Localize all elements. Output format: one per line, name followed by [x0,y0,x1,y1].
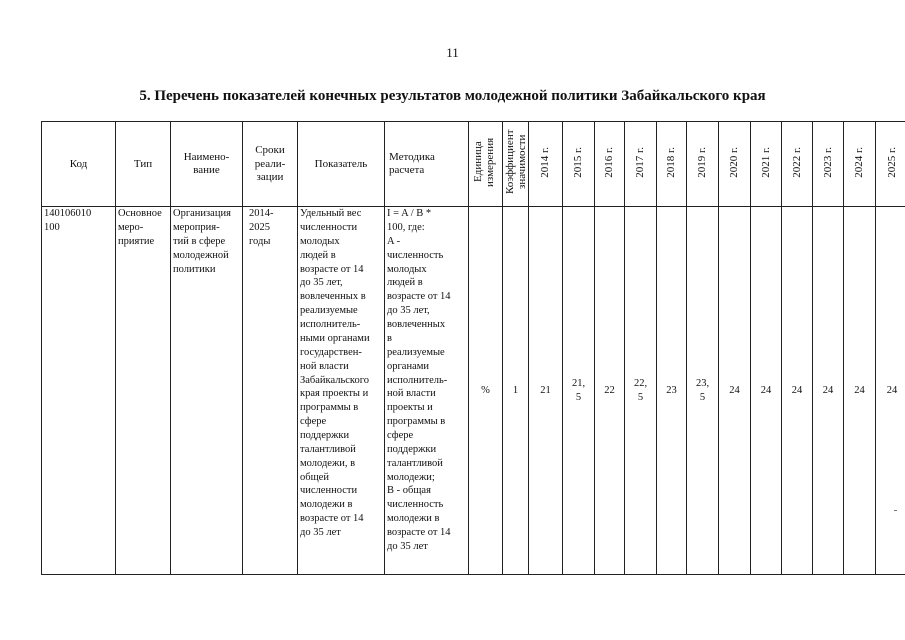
header-coef: Коэффициент значимости [503,122,529,207]
cell-unit: % [469,207,503,575]
document-title: 5. Перечень показателей конечных результатов молодежной политики Забайкальского края [139,88,766,104]
cell-value-2023: 24 [813,207,844,575]
header-year-2020: 2020 г. [719,122,751,207]
table-row [42,207,905,575]
header-year-2014: 2014 г. [529,122,563,207]
cell-value-2018: 23 [657,207,687,575]
scan-artifact [894,510,897,511]
cell-type: Основное меро- приятие [116,207,171,575]
cell-value-2016: 22 [595,207,625,575]
header-year-2018: 2018 г. [657,122,687,207]
header-year-2016: 2016 г. [595,122,625,207]
cell-value-2019: 23, 5 [687,207,719,575]
header-year-2024: 2024 г. [844,122,876,207]
header-year-2023: 2023 г. [813,122,844,207]
header-period: Сроки реали- зации [243,122,298,207]
cell-method: I = A / B * 100, где: A - численность молодых людей в возрасте от 14 до 35 лет, вовлеченных в реализуемые органами исполнитель- ной власти проекты и программы в сфере поддержки талантливой молодежи; B - общая численность молодежи в возрасте от 14 до 35 лет [385,207,469,575]
header-method: Методика расчета [385,122,469,207]
cell-value-2022: 24 [782,207,813,575]
header-unit: Единица измерения [469,122,503,207]
cell-indicator: Удельный вес численности молодых людей в возрасте от 14 до 35 лет, вовлеченных в реализуемые исполнитель- ными органами государствен- ной власти Забайкальского края проекты и программы в сфере поддержки талантливой молодежи, в общей численности молодежи в возрасте от 14 до 35 лет [298,207,385,575]
cell-name: Организация мероприя- тий в сфере молодежной политики [171,207,243,575]
page-number: 11 [446,45,459,60]
cell-value-2020: 24 [719,207,751,575]
cell-value-2015: 21, 5 [563,207,595,575]
header-indicator: Показатель [298,122,385,207]
header-year-2025: 2025 г. [876,122,905,207]
header-name: Наимено- вание [171,122,243,207]
header-year-2019: 2019 г. [687,122,719,207]
cell-value-2021: 24 [751,207,782,575]
header-year-2017: 2017 г. [625,122,657,207]
table-header-row [42,122,905,207]
cell-period: 2014- 2025 годы [243,207,298,575]
header-year-2015: 2015 г. [563,122,595,207]
header-year-2022: 2022 г. [782,122,813,207]
header-type: Тип [116,122,171,207]
cell-code: 140106010 100 [42,207,116,575]
cell-coef: 1 [503,207,529,575]
cell-value-2014: 21 [529,207,563,575]
cell-value-2024: 24 [844,207,876,575]
cell-value-2025: 24 [876,207,905,575]
header-code: Код [42,122,116,207]
cell-value-2017: 22, 5 [625,207,657,575]
header-year-2021: 2021 г. [751,122,782,207]
indicators-table [41,121,905,575]
